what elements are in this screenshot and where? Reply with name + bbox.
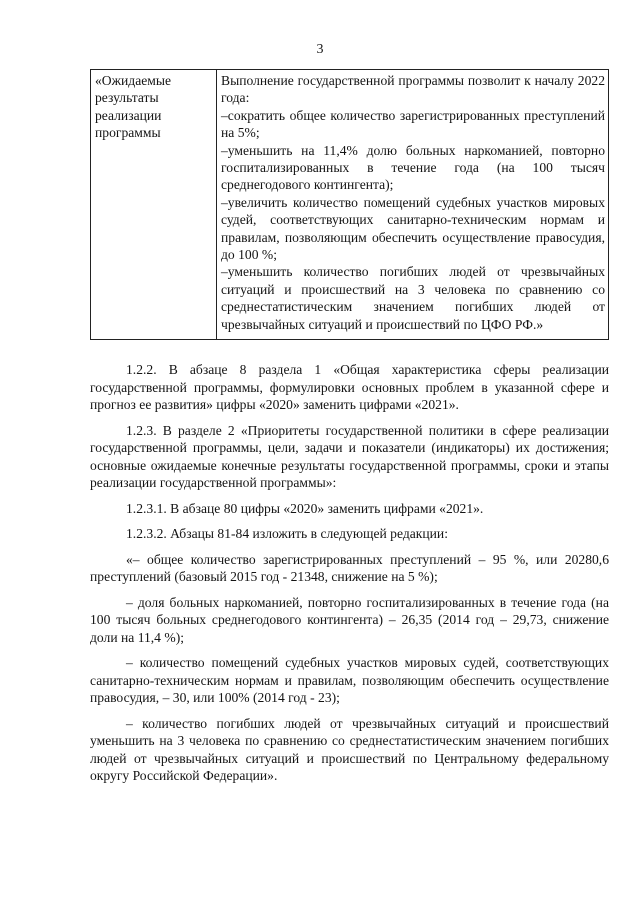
table-item: –уменьшить количество погибших людей от чрезвычайных ситуаций и происшествий на 3 человека по сравнению со среднестатистическим значением погибших людей от чрезвычайных ситуаций и происшествий по ЦФО РФ.» [221,264,605,332]
table-intro: Выполнение государственной программы позволит к началу 2022 года: [221,73,605,106]
paragraph-crimes: «– общее количество зарегистрированных преступлений – 95 %, или 20280,6 преступлений (базовый 2015 год - 21348, снижение на 5 %); [90,551,609,584]
paragraph-court-premises: – количество помещений судебных участков мировых судей, соответствующих санитарно-техническим нормам и правилам, позволяющим обеспечить осуществление правосудия, – 30, или 100% (2014 год - 23); [90,655,609,705]
table-row [91,70,609,340]
document-body [90,361,609,793]
table-item: –уменьшить на 11,4% долю больных наркоманией, повторно госпитализированных в течение года (на 100 тысяч среднегодового контингента); [221,142,605,193]
paragraph-1-2-3: 1.2.3. В разделе 2 «Приоритеты государственной политики в сфере реализации государственной программы, цели, задачи и показатели (индикаторы) их достижения; основные ожидаемые конечные результаты государственной программы, сроки и этапы реализации государственной программы»: [90,422,609,490]
paragraph-emergency-deaths: – количество погибших людей от чрезвычайных ситуаций и происшествий уменьшить на 3 человека по сравнению со среднестатистическим значением погибших людей от чрезвычайных ситуаций и происшествий по Центральному федеральному округу Российской Федерации». [90,715,609,783]
table-item: –сократить общее количество зарегистрированных преступлений на 5%; [221,107,605,141]
paragraph-1-2-2: 1.2.2. В абзаце 8 раздела 1 «Общая характеристика сферы реализации государственной программы, формулировки основных проблем в указанной сфере и прогноз ее развития» цифры «2020» заменить цифрами «2021». [90,362,609,412]
table-item: –увеличить количество помещений судебных участков мировых судей, соответствующих санитарно-техническим нормам и правилам, позволяющим обеспечить осуществление правосудия, до 100 %; [221,194,605,263]
page-number: 3 [316,42,324,57]
paragraph-1-2-3-2: 1.2.3.2. Абзацы 81-84 изложить в следующей редакции: [126,526,448,541]
expected-results-table [90,69,609,340]
paragraph-drug-addiction: – доля больных наркоманией, повторно госпитализированных в течение года (на 100 тысяч больных среднегодового контингента) – 26,35 (2014 год – 29,73, снижение доли на 11,4 %); [90,594,609,645]
table-label-cell: «Ожидаемые результаты реализации программы [91,70,217,340]
paragraph-1-2-3-1: 1.2.3.1. В абзаце 80 цифры «2020» заменить цифрами «2021». [126,500,484,516]
table-content-cell [217,70,609,340]
